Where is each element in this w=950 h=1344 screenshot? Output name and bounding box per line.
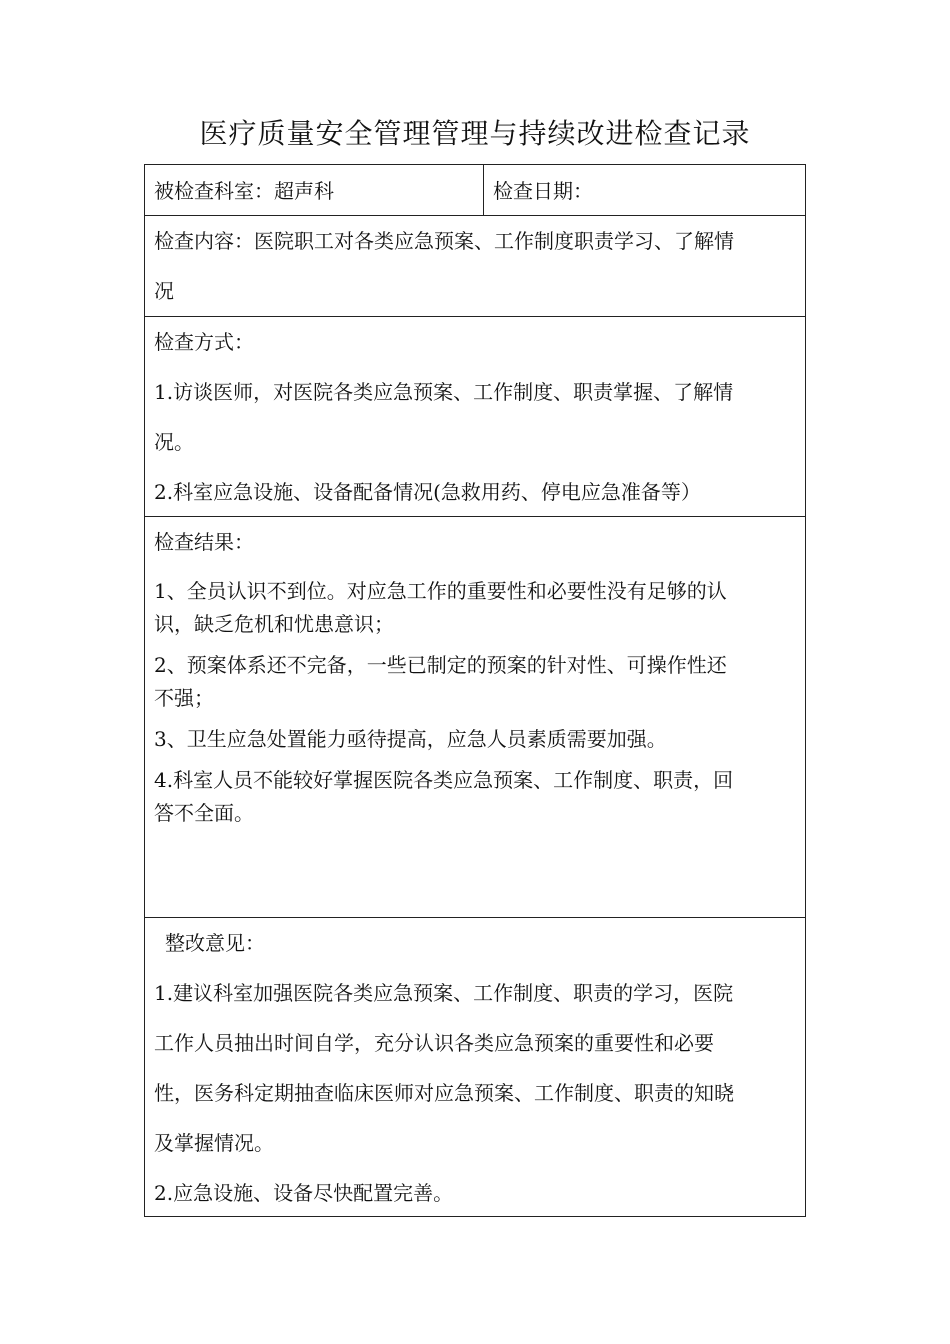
content-line-1 (145, 216, 805, 266)
dept-cell (145, 165, 484, 215)
method-item-1-line-2: 况。 (154, 430, 194, 454)
dept-value: 超声科 (274, 179, 334, 203)
rectify-item-2: 2.应急设施、设备尽快配置完善。 (154, 1181, 454, 1205)
rectify-label: 整改意见： (165, 931, 265, 955)
method-item-2: 2.科室应急设施、设备配备情况(急救用药、停电应急准备等） (154, 480, 701, 504)
result-row (145, 516, 805, 917)
rectify-item-1-line-2: 工作人员抽出时间自学，充分认识各类应急预案的重要性和必要 (154, 1031, 714, 1055)
inspection-record-table (144, 164, 806, 1217)
result-item-1-line-2: 识，缺乏危机和忧患意识； (154, 612, 394, 636)
header-row (145, 165, 805, 215)
result-label: 检查结果： (154, 530, 254, 554)
method-item-1-line-1: 1.访谈医师，对医院各类应急预案、工作制度、职责掌握、了解情 (154, 380, 734, 404)
method-row (145, 316, 805, 516)
rectify-item-1-line-3: 性，医务科定期抽查临床医师对应急预案、工作制度、职责的知晓 (154, 1081, 734, 1105)
result-item-4-line-2: 答不全面。 (154, 801, 254, 825)
dept-label: 被检查科室： (154, 179, 274, 203)
rectify-row (145, 917, 805, 1216)
date-label: 检查日期： (493, 179, 593, 203)
date-cell (484, 165, 805, 215)
result-item-4-line-1: 4.科室人员不能较好掌握医院各类应急预案、工作制度、职责，回 (154, 768, 734, 792)
content-line-2: 况 (154, 279, 174, 303)
content-row (145, 215, 805, 316)
content-label: 检查内容： (154, 229, 254, 253)
rectify-item-1-line-4: 及掌握情况。 (154, 1131, 274, 1155)
result-item-3: 3、卫生应急处置能力亟待提高，应急人员素质需要加强。 (154, 727, 667, 751)
method-label: 检查方式： (154, 330, 254, 354)
document-title: 医疗质量安全管理管理与持续改进检查记录 (199, 117, 751, 150)
content-text: 医院职工对各类应急预案、工作制度职责学习、了解情 (254, 229, 734, 253)
result-item-2-line-2: 不强； (154, 686, 214, 710)
result-item-2-line-1: 2、预案体系还不完备，一些已制定的预案的针对性、可操作性还 (154, 653, 727, 677)
result-item-1-line-1: 1、全员认识不到位。对应急工作的重要性和必要性没有足够的认 (154, 579, 727, 603)
rectify-item-1-line-1: 1.建议科室加强医院各类应急预案、工作制度、职责的学习，医院 (154, 981, 734, 1005)
